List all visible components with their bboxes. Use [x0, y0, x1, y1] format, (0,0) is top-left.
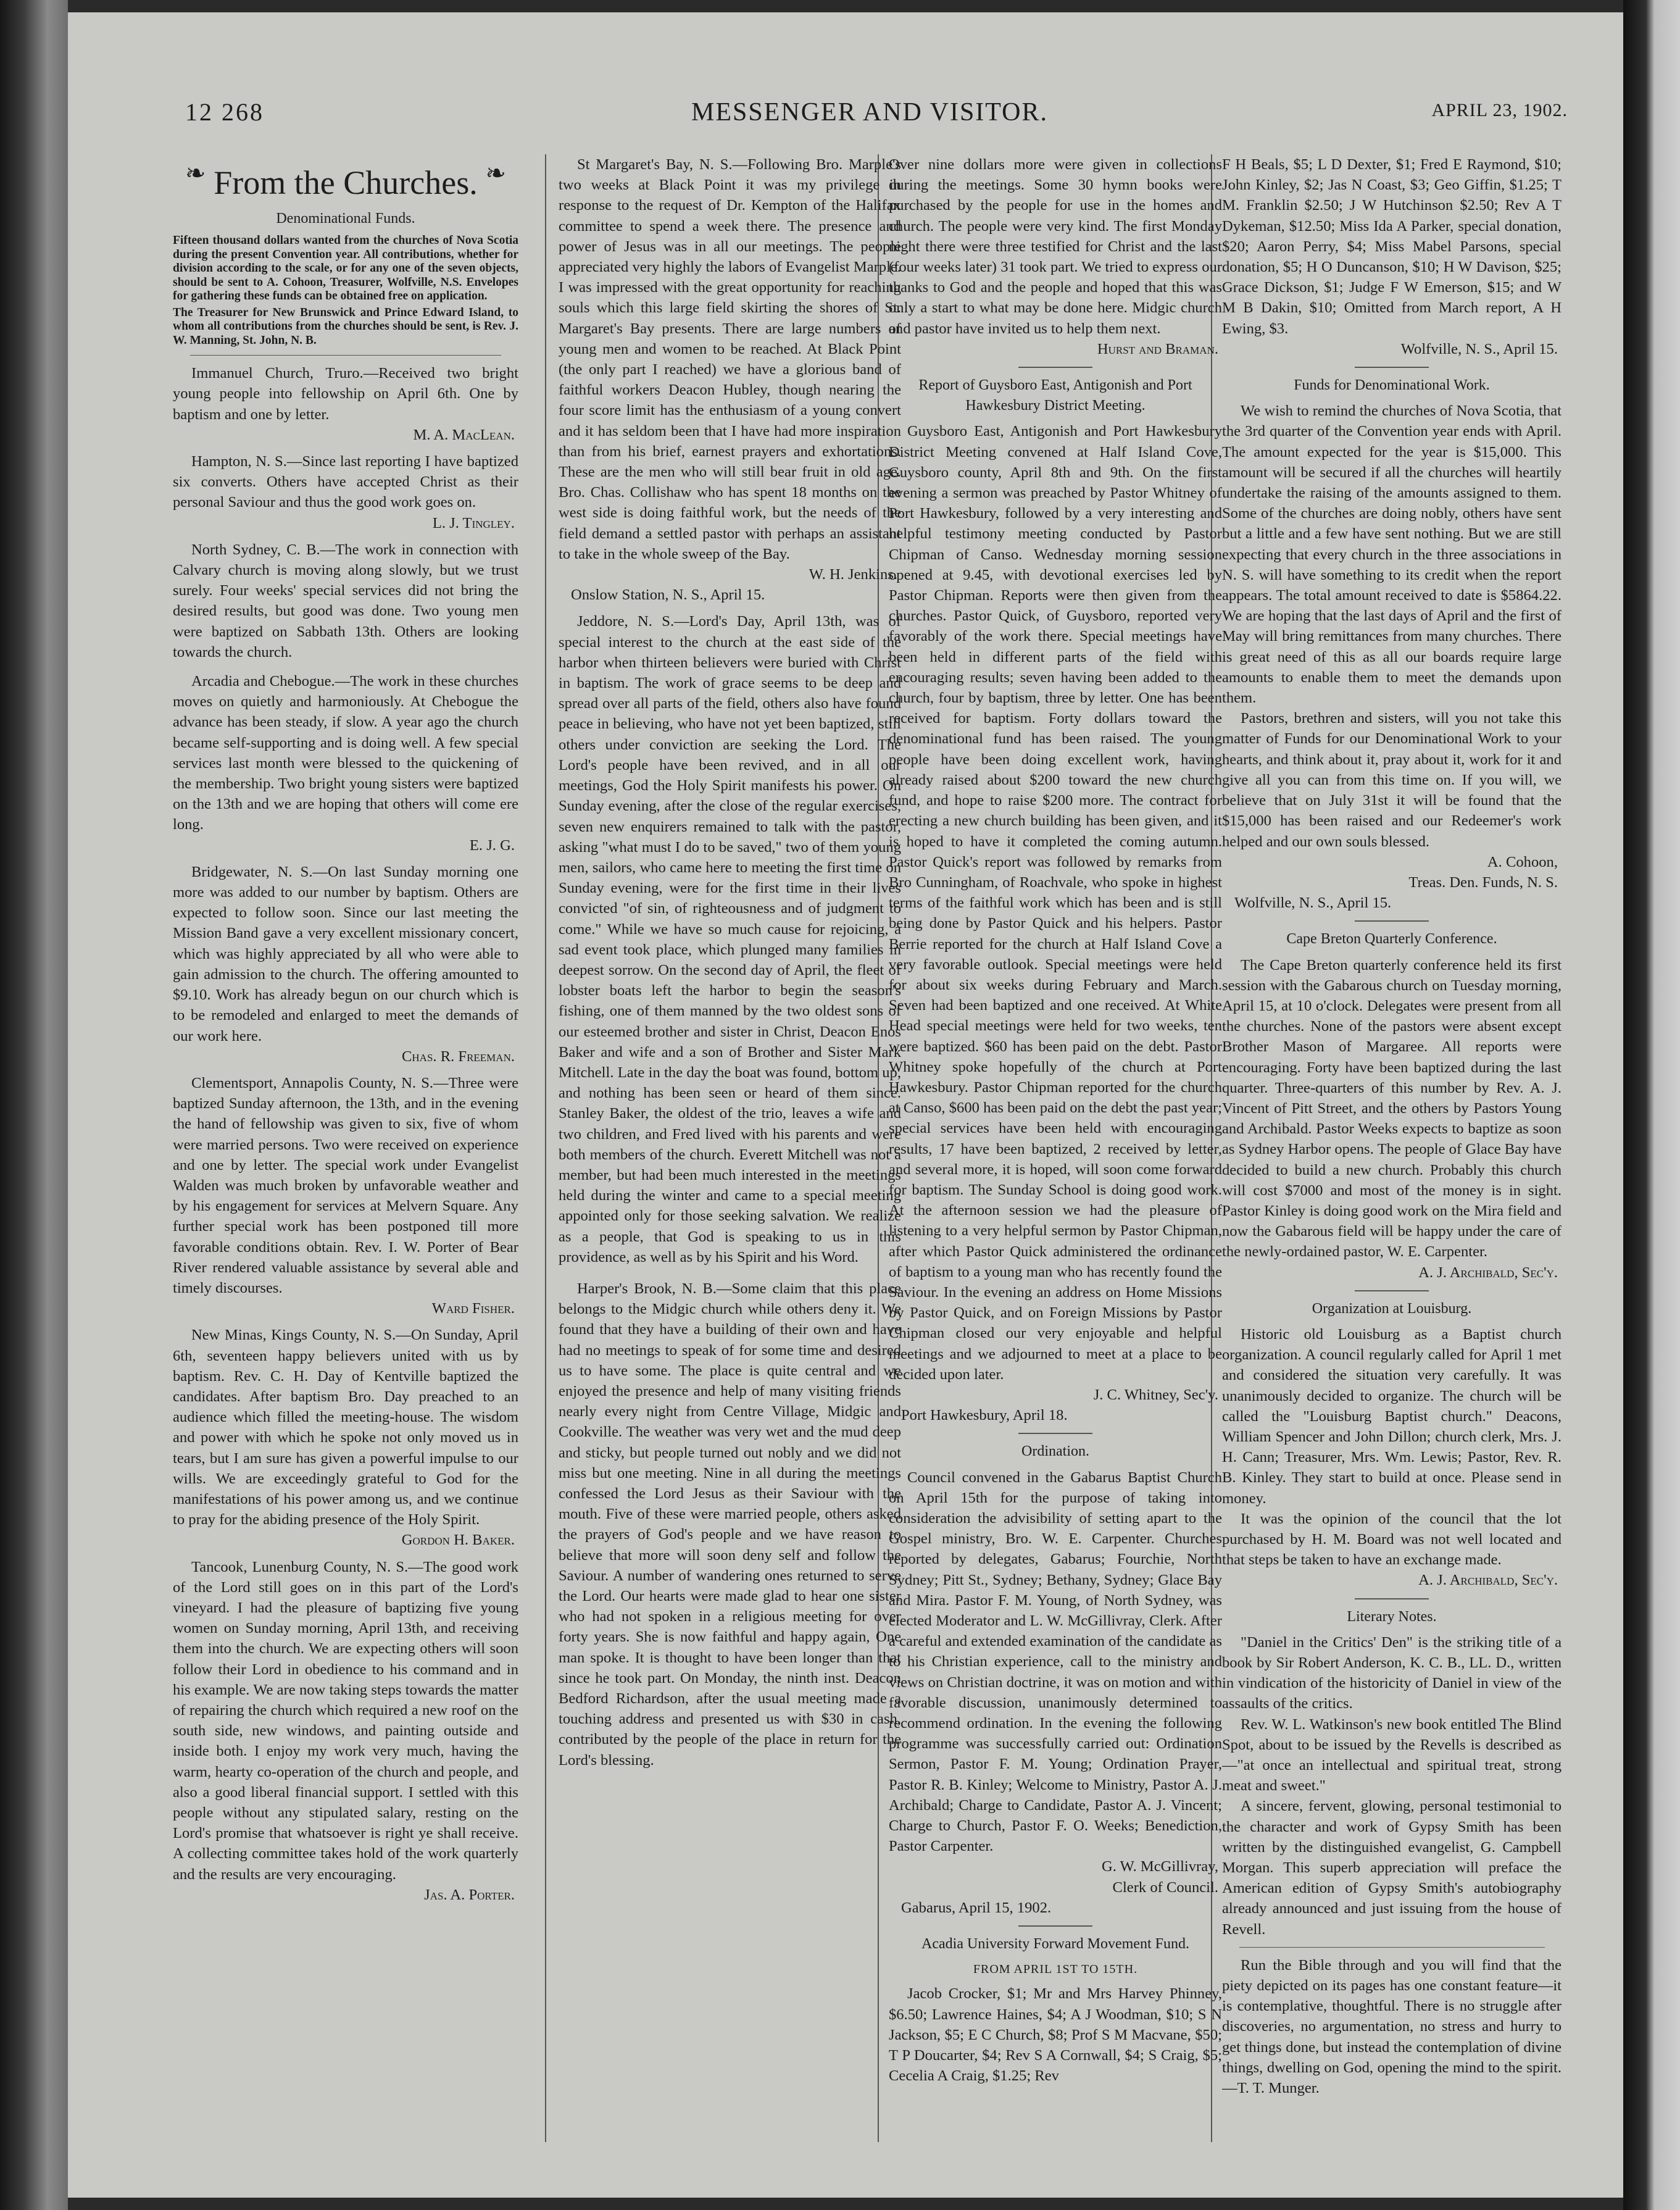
report-signature: J. C. Whitney, Sec'y.: [1093, 1386, 1218, 1403]
running-head: [185, 98, 1568, 141]
column-3: [889, 154, 1222, 2130]
funds-work-text: Pastors, brethren and sisters, will you not take this matter of Funds for our Denominational Work to your hearts, and think about it, pray about it, work for it and give all you can from this time on. If you will, we believe that on July 31st it will be found that the $15,000 has been raised and our Redeemer's work helped and our own souls blessed.: [1222, 710, 1561, 850]
cape-breton-heading: Cape Breton Quarterly Conference.: [1286, 931, 1497, 948]
acadia-fund-list: Jacob Crocker, $1; Mr and Mrs Harvey Phinney, $6.50; Lawrence Haines, $4; A J Woodman, $10; S N Jackson, $5; E C Church, $8; Prof S M Macvane, $50; T P Doucarter, $4; Rev S A Cornwall, $4; S Craig, $5; Cecelia A Craig, $1.25; Rev: [889, 1985, 1222, 2085]
report-signature: W. H. Jenkins.: [809, 566, 897, 583]
report-signature: G. W. McGillivray,: [1102, 1858, 1218, 1875]
acadia-fund-subheading: FROM APRIL 1ST TO 15TH.: [973, 1962, 1138, 1977]
report-signature: A. J. Archibald, Sec'y.: [1418, 1264, 1558, 1281]
literary-notes-heading: Literary Notes.: [1347, 1608, 1437, 1625]
report-signature: Chas. R. Freeman.: [401, 1048, 515, 1065]
report-signature-title: Clerk of Council.: [1112, 1879, 1218, 1896]
column-rule: [545, 154, 546, 2142]
divider: [1355, 920, 1429, 922]
church-report: Bridgewater, N. S.—On last Sunday morning one more was added to our number by baptism. Others are expected to follow soon. Since our last meeting the Mission Band gave a very excellent missionary concert, which was highly appreciated by all who were able to gain admission to the church. The offering amounted to $9.10. Work has already begun on our church which is to be remodeled and enlarged to meet the demands of our work here.: [173, 863, 518, 1045]
report-signature: A. Cohoon,: [1487, 853, 1558, 870]
divider: [190, 355, 501, 356]
funds-notice: Fifteen thousand dollars wanted from the churches of Nova Scotia during the present Convention year. All contributions, whether for division according to the scale, or for any one of the seven objects, should be sent to A. Cohoon, Treasurer, Wolfville, N.S. Envelopes for gathering these funds can be obtained free on application.: [173, 234, 518, 303]
report-signature: E. J. G.: [469, 836, 515, 854]
divider: [1018, 1433, 1092, 1434]
church-report: Tancook, Lunenburg County, N. S.—The good work of the Lord still goes on in this part of the Lord's vineyard. I had the pleasure of baptizing five young women on Sunday morning, April 13th, and receiving them into the church. We are expecting others will soon follow their Lord in obedience to his command and in his example. We are now taking steps towards the matter of repairing the church which required a new roof on the south side, new windows, and painting outside and inside both. I enjoy my work very much, having the warm, hearty co-operation of the church and people, and also a good liberal financial support. I settled with this people without any stipulated salary, resting on the Lord's promise that whatsoever is right ye shall receive. A collecting committee takes hold of the work quarterly and the results are very encouraging.: [173, 1558, 518, 1883]
ordination-report: Council convened in the Gabarus Baptist Church on April 15th for the purpose of taking into consideration the advisibility of setting apart to the Gospel ministry, Bro. W. E. Carpenter. Churches reported by delegates, Gabarus; Fourchie, North Sydney; Pitt St., Sydney; Bethany, Sydney; Glace Bay and Mira. Pastor F. M. Young, of North Sydney, was elected Moderator and L. W. McGillivray, Clerk. After a careful and extended examination of the candidate as to his Christian experience, call to the ministry and views on Christian doctrine, it was on motion and with favorable discussion, unanimously determined to recommend ordination. In the evening the following programme was successfully carried out: Ordination Sermon, Pastor F. M. Young; Ordination Prayer, Pastor R. B. Kinley; Welcome to Ministry, Pastor A. J. Archibald; Charge to Candidate, Pastor A. J. Vincent; Charge to Church, Pastor F. O. Weeks; Benediction, Pastor Carpenter.: [889, 1469, 1222, 1855]
church-report: Immanuel Church, Truro.—Received two bright young people into fellowship on April 6th. One by baptism and one by letter.: [173, 365, 518, 423]
page-numbers: 12 268: [185, 98, 264, 126]
column-1: [173, 154, 518, 2130]
dateline: Onslow Station, N. S., April 15.: [571, 586, 765, 604]
dateline: Wolfville, N. S., April 15.: [1400, 340, 1558, 357]
section-header: [173, 159, 518, 202]
funds-work-text: We wish to remind the churches of Nova Scotia, that the 3rd quarter of the Convention year ends with April. The amount expected for the year is $15,000. This amount will be secured if all the churches will heartily undertake the raising of the amounts assigned to them. Some of the churches are doing nobly, others have sent but a little and a few have sent nothing. But we are still expecting that every church in the three associations in N. S. will have something to its credit when the report appears. The total amount received to date is $5864.22. We are hoping that the last days of April and the first of May will bring remittances from many churches. There is great need of this as all our boards require large amounts to enable them to meet the demands upon them.: [1222, 402, 1561, 707]
literary-note: Run the Bible through and you will find that the piety depicted on its pages has one constant feature—it is contemplative, thoughtful. There is no struggle after discoveries, no argumentation, no stress and hurry to get things done, but instead the contemplation of divine things, dwelling on God, opening the mind to the spirit.—T. T. Munger.: [1222, 1956, 1561, 2097]
report-signature: M. A. MacLean.: [413, 426, 515, 443]
literary-note: "Daniel in the Critics' Den" is the striking title of a book by Sir Robert Anderson, K. C. B., LL. D., written in vindication of the historicity of Daniel in view of the assaults of the critics.: [1222, 1633, 1561, 1712]
church-report: Hampton, N. S.—Since last reporting I have baptized six converts. Others have accepted Christ as their personal Saviour and thus the good work goes on.: [173, 453, 518, 511]
district-meeting-heading: Report of Guysboro East, Antigonish and Port Hawkesbury District Meeting.: [918, 377, 1192, 414]
newspaper-title: MESSENGER AND VISITOR.: [691, 98, 1049, 127]
church-report: North Sydney, C. B.—The work in connection with Calvary church is moving along slowly, but we trust surely. Four weeks' special services did not bring the desired results, but good was done. Two young men were baptized on Sabbath 13th. Others are looking towards the church.: [173, 541, 518, 661]
ordination-heading: Ordination.: [1021, 1443, 1089, 1460]
leaf-ornament-icon: ❧: [485, 159, 506, 187]
divider: [1355, 367, 1429, 368]
divider: [1018, 367, 1092, 368]
report-signature: A. J. Archibald, Sec'y.: [1418, 1572, 1558, 1589]
divider: [1355, 1598, 1429, 1599]
acadia-fund-list-continued: F H Beals, $5; L D Dexter, $1; Fred E Raymond, $10; John Kinley, $2; Jas N Coast, $3; Geo Giffin, $1.25; T M. Franklin $2.50; J W Hutchinson $2.50; Rev A T Dykeman, $12.50; Miss Ida A Parker, special donation, $20; Aaron Perry, $4; Miss Mabel Parsons, special donation, $5; H O Duncanson, $10; H W Davison, $25; Grace Dickson, $1; Judge F W Emerson, $15; and W M B Dakin, $10; Omitted from March report, A H Ewing, $3.: [1222, 156, 1561, 337]
acadia-fund-heading: Acadia University Forward Movement Fund.: [921, 1936, 1189, 1953]
church-report: Jeddore, N. S.—Lord's Day, April 13th, was of special interest to the church at the east side of the harbor when thirteen believers were buried with Christ in baptism. The work of grace seems to be deep and spread over all parts of the field, others also have found peace in believing, who have not yet been baptized, still others under conviction are seeking the Lord. The Lord's people have been revived, and in all our meetings, God the Holy Spirit manifests his power. On Sunday evening, after the close of the regular exercises, seven new enquirers remained to talk with the pastor, asking "what must I do to be saved," two of them young men, sailors, who came here to meeting the first time on Sunday evening, were for the first time in their lives convicted "of sin, of righteousness and of judgment to come." While we have so much cause for rejoicing, a sad event took place, which plunged many families in deepest sorrow. On the second day of April, the fleet of lobster boats left the harbor to begin the season's fishing, one of them manned by the two oldest sons of our esteemed brother and sister in Christ, Deacon Enos Baker and wife and a son of Brother and Sister Mark Mitchell. Late in the day the boat was found, bottom up, and nothing has been seen or heard of them since. Stanley Baker, the oldest of the trio, leaves a wife and two children, and Fred lived with his parents and were both members of the church. Everett Mitchell was not a member, but had been much interested in the meetings held during the winter and came to a special meeting appointed only for those seeking salvation. We realize as a people, that God is speaking to us in this providence, as well as by his Spirit and his Word.: [559, 613, 901, 1266]
district-meeting-report: Guysboro East, Antigonish and Port Hawkesbury District Meeting convened at Half Island Cove, Guysboro county, April 8th and 9th. On the first evening a sermon was preached by Pastor Whitney of Port Hawkesbury, followed by a very interesting and helpful testimony meeting conducted by Pastor Chipman of Canso. Wednesday morning session opened at 9.45, with devotional exercises led by Pastor Chipman. Reports were then given from the churches. Pastor Quick, of Guysboro, reported very favorably of the work there. Special meetings have been held in different parts of the field with encouraging results; seven having been added to the church, four by baptism, three by letter. One has been received for baptism. Forty dollars toward the denominational fund has been raised. The young people have been doing excellent work, having already raised about $200 toward the new church fund, and hope to raise $200 more. The contract for erecting a new church building has been given, and it is hoped to have it completed the coming autumn. Pastor Quick's report was followed by remarks from Bro Cunningham, of Roachvale, who spoke in highest terms of the faithful work which has been and is still being done by Pastor Quick and his helpers. Pastor Berrie reported for the church at Half Island Cove a very favorable outlook. Special meetings were held for about six weeks during February and March. Seven had been baptized and one received. At White Head special meetings were held for two weeks, ten were baptized. $60 has been paid on the debt. Pastor Whitney spoke hopefully of the church at Port Hawkesbury. Pastor Chipman reported for the church at Canso, $600 has been paid on the debt the past year; special services have been held with encouraging results, 17 have been baptized, 2 received by letter, and several more, it is hoped, will soon come forward for baptism. The Sunday School is doing good work. At the afternoon session we had the pleasure of listening to a very helpful sermon by Pastor Chipman, after which Pastor Quick administered the ordinance of baptism to a young man who has recently found the Saviour. In the evening an address on Home Missions by Pastor Quick, and on Foreign Missions by Pastor Chipman closed our very enjoyable and helpful meetings and we adjourned to meet at a place to be decided upon later.: [889, 423, 1222, 1383]
report-signature-title: Treas. Den. Funds, N. S.: [1408, 874, 1558, 891]
funds-work-heading: Funds for Denominational Work.: [1294, 377, 1490, 394]
report-signature: L. J. Tingley.: [432, 514, 515, 532]
dateline: Wolfville, N. S., April 15.: [1234, 894, 1392, 912]
louisburg-heading: Organization at Louisburg.: [1312, 1300, 1472, 1317]
section-title: From the Churches.: [214, 164, 478, 201]
church-report: Clementsport, Annapolis County, N. S.—Three were baptized Sunday afternoon, the 13th, and in the evening the hand of fellowship was given to six, five of whom were married persons. Two were received on experience and one by letter. The special work under Evangelist Walden was much broken by unfavorable weather and by his engagement for services at Melvern Square. Any further special work has been postponed till more favorable conditions obtain. Rev. I. W. Porter of Bear River rendered valuable assistance by several able and timely discourses.: [173, 1074, 518, 1296]
literary-note: A sincere, fervent, glowing, personal testimonial to the character and work of Gypsy Smith has been written by the distinguished evangelist, G. Campbell Morgan. This superb appreciation will preface the American edition of Gypsy Smith's autobiography already announced and just issuing from the house of Revell.: [1222, 1798, 1561, 1938]
divider: [1355, 1290, 1429, 1291]
funds-notice: The Treasurer for New Brunswick and Prince Edward Island, to whom all contributions from the churches should be sent, is Rev. J. W. Manning, St. John, N. B.: [173, 306, 518, 347]
dateline: Gabarus, April 15, 1902.: [901, 1899, 1052, 1916]
louisburg-report: It was the opinion of the council that the lot purchased by H. M. Board was not well located and that steps be taken to have an exchange made.: [1222, 1510, 1561, 1569]
next-page-edge: [1623, 0, 1680, 2210]
divider: [1239, 1947, 1545, 1948]
leaf-ornament-icon: ❧: [185, 159, 206, 187]
cape-breton-report: The Cape Breton quarterly conference held its first session with the Gabarous church on Tuesday morning, April 15, at 10 o'clock. Delegates were present from all the churches. None of the pastors were absent except Brother Mason of Margaree. All reports were encouraging. Forty have been baptized during the last quarter. Three-quarters of this number by Rev. A. J. Vincent of Pitt Street, and the others by Pastors Young and Archibald. Pastor Weeks expects to baptize as soon as Sydney Harbor opens. The people of Glace Bay have decided to build a new church. Probably this church will cost $7000 and most of the money is in sight. Pastor Kinley is doing good work on the Mira field and now the Gabarous field will be happy under the care of the newly-ordained pastor, W. E. Carpenter.: [1222, 956, 1561, 1261]
divider: [1018, 1925, 1092, 1927]
church-report: Harper's Brook, N. B.—Some claim that this place belongs to the Midgic church while others deny it. We found that they have a building of their own and have had no meetings to speak of for some time and desired us to have some. The place is quite central and we enjoyed the presence and help of many visiting friends nearly every night from Centre Village, Midgic and Cookville. The weather was very wet and the mud deep and sticky, but people turned out nobly and we did not miss but one meeting. Nine in all during the meetings confessed the Lord Jesus as their Saviour with the mouth. Five of these were married people, others asked the prayers of God's people and we have reason to believe that more will soon deny self and follow the Saviour. A number of wandering ones returned to serve the Lord. Our hearts were made glad to hear one sister who had not spoken in a religious meeting for over forty years. She is now faithful and happy again, One man spoke. It is thought to have been longer than that since he took part. On Monday, the ninth inst. Deacon Bedford Richardson, after the usual meeting made a touching address and presented us with $30 in cash, contributed by the people of the place in return for the Lord's blessing.: [559, 1280, 901, 1769]
church-report: New Minas, Kings County, N. S.—On Sunday, April 6th, seventeen happy believers united with us by baptism. Rev. C. H. Day of Kentville baptized the candidates. After baptism Bro. Day preached to an audience which filled the meeting-house. The wisdom and power with which he spoke not only moved us in tears, but I am sure has given a powerful impulse to our wills. We are exceedingly grateful to God for the manifestations of his power among us, and we continue to pray for the abiding presence of the Holy Spirit.: [173, 1327, 518, 1528]
issue-date: APRIL 23, 1902.: [1431, 100, 1568, 120]
church-report-continued: Over nine dollars more were given in collections during the meetings. Some 30 hymn books were purchased by the people for use in the homes and church. The people were very kind. The first Monday night there were three testified for Christ and the last (four weeks later) 31 took part. We tried to express our thanks to God and the people and hoped that this was only a start to what may be done here. Midgic church and pastor have invited us to help them next.: [889, 156, 1222, 337]
column-4: [1222, 154, 1561, 2130]
report-signature: Hurst and Braman.: [1097, 340, 1218, 357]
report-signature: Ward Fisher.: [431, 1300, 515, 1317]
funds-heading: Denominational Funds.: [276, 211, 415, 227]
church-report: Arcadia and Chebogue.—The work in these churches moves on quietly and harmoniously. At Chebogue the advance has been steady, if slow. A year ago the church became self-supporting and is doing well. A few special services last month were blessed to the quickening of the membership. Two bright young sisters were baptized on the 13th and we are hoping that others will come ere long.: [173, 673, 518, 833]
report-signature: Jas. A. Porter.: [424, 1886, 515, 1903]
book-binding: [0, 0, 68, 2210]
louisburg-report: Historic old Louisburg as a Baptist church organization. A council regularly called for April 1 met and considered the situation very carefully. It was unanimously decided to organize. The church will be called the "Louisburg Baptist church." Deacons, William Spencer and John Dillon; church clerk, Mrs. J. H. Cann; Treasurer, Mrs. Wm. Lewis; Pastor, Rev. R. B. Kinley. They start to build at once. Please send in money.: [1222, 1325, 1561, 1507]
church-report: St Margaret's Bay, N. S.—Following Bro. Marple's two weeks at Black Point it was my privilege in response to the request of Dr. Kempton of the Halifax committee to spend a week there. The presence and power of Jesus was in all our meetings. The people appreciated very highly the labors of Evangelist Marple. I was impressed with the great opportunity for reaching souls which this large field skirting the shores of St. Margaret's Bay presents. There are large numbers of young men and women to be reached. At Black Point (the only part I reached) we have a glorious band of faithful workers Deacon Hubley, though nearing the four score limit has the enthusiasm of a young convert and it has seldom been that I have had more inspiration than from his brief, earnest prayers and exhortations. These are the men who will still bear fruit in old age. Bro. Chas. Collishaw who has spent 18 months on the west side is doing faithful work, but the needs of the field demand a settled pastor with perhaps an assistant to take in the whole sweep of the Bay.: [559, 156, 901, 562]
column-2: [559, 154, 901, 2130]
dateline: Port Hawkesbury, April 18.: [901, 1407, 1068, 1424]
report-signature: Gordon H. Baker.: [401, 1532, 515, 1549]
literary-note: Rev. W. L. Watkinson's new book entitled The Blind Spot, about to be issued by the Revells is described as—"at once an intellectual and spiritual treat, strong meat and sweet.": [1222, 1716, 1561, 1795]
